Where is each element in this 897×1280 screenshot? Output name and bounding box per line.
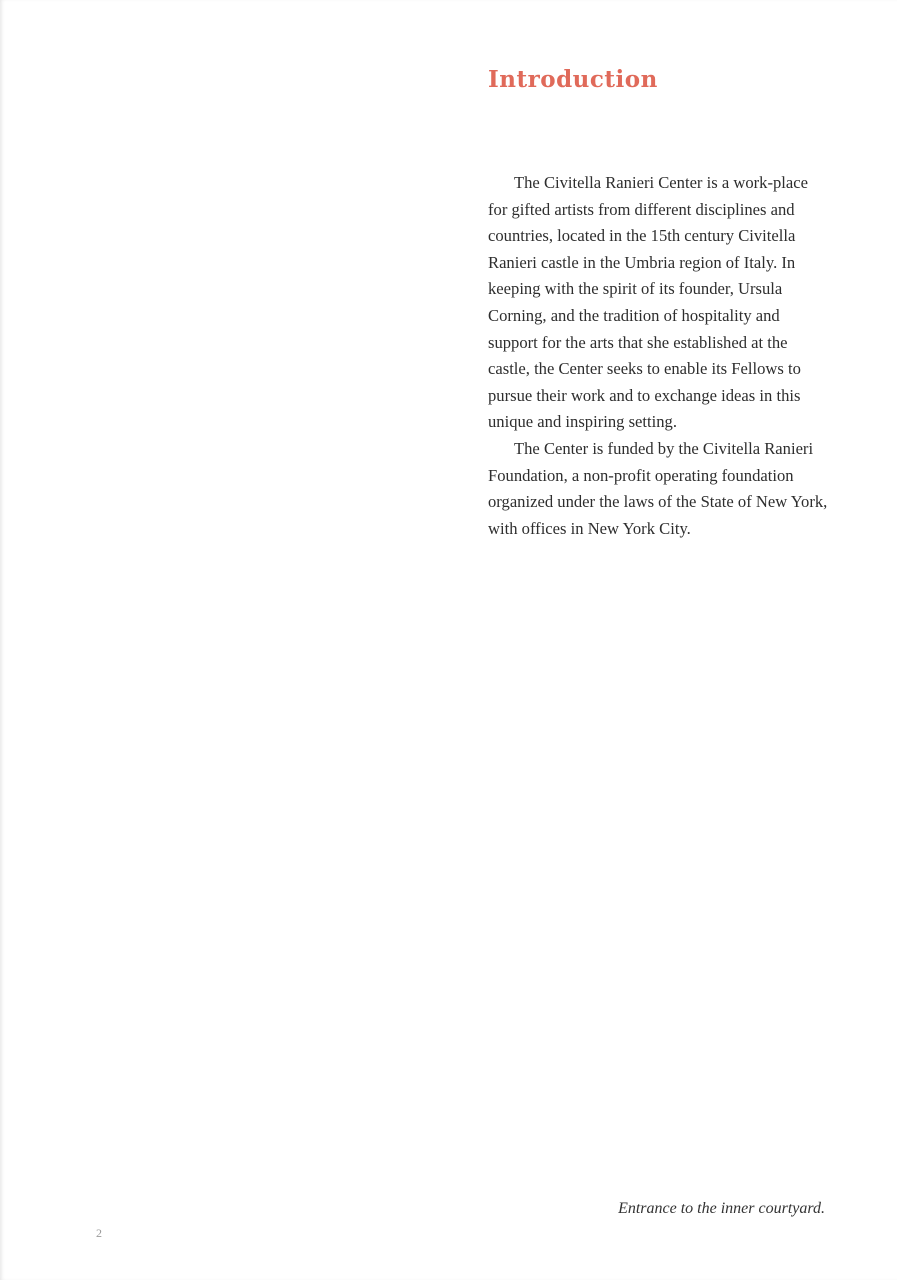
section-heading: Introduction bbox=[488, 66, 658, 93]
paragraph-2: The Center is funded by the Civitella Ranieri Foundation, a non-profit operating foundation organized under the laws of the State of New York, with offices in New York City. bbox=[488, 438, 828, 538]
image-caption: Entrance to the inner courtyard. bbox=[618, 1200, 825, 1217]
paragraph-1: The Civitella Ranieri Center is a work-place for gifted artists from different disciplines and countries, located in the 15th century Civitella Ranieri castle in the Umbria region of Italy. In keeping with the spirit of its founder, Ursula Corning, and the tradition of hospitality and support for the arts that she established at the castle, the Center seeks to enable its Fellows to pursue their work and to exchange ideas in this unique and inspiring setting. bbox=[488, 173, 808, 432]
body-text bbox=[488, 170, 828, 542]
page-number: 2 bbox=[96, 1226, 102, 1240]
